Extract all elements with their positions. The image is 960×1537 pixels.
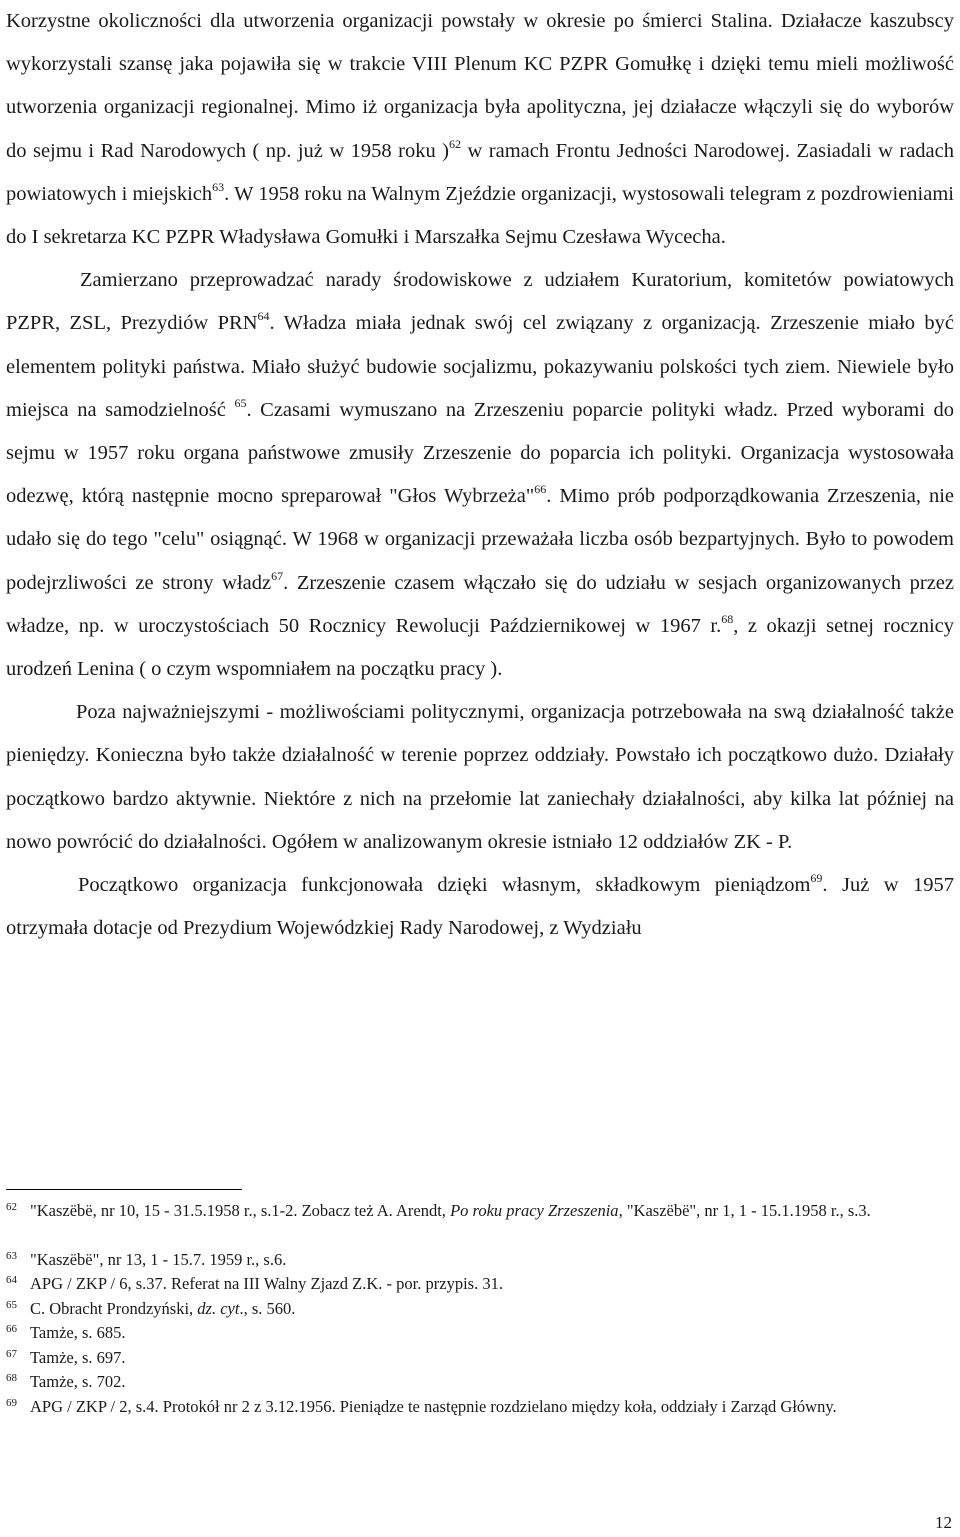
text-run: C. Obracht Prondzyński,	[30, 1298, 198, 1318]
text-run: "Kaszëbë, nr 10, 15 - 31.5.1958 r., s.1-2. Zobacz też A. Arendt,	[30, 1201, 451, 1220]
text-run: , "Kaszëbë", nr 1, 1 - 15.1.1958 r., s.3.	[618, 1201, 871, 1220]
footnote-ref: 65	[234, 395, 247, 410]
text-run: APG / ZKP / 2, s.4. Protokół nr 2 z 3.12.1956. Pieniądze te następnie rozdzielano między koła, oddziały i Zarząd Główny.	[30, 1396, 837, 1416]
footnote: $^{66}$ Tamże, s. 685.	[6, 1323, 126, 1342]
text-run: Tamże, s. 702.	[30, 1372, 126, 1391]
italic-text: Po roku pracy Zrzeszenia	[450, 1201, 619, 1220]
text-run: . Czasami wymuszano na Zrzeszeniu poparcie polityki władz. Przed wyborami do sejmu w 1957 roku organa państwowe zmusiły Zrzeszenie do poparcia ich polityki. Organizacja wystosowała odezwę, którą następnie mocno spreparował "Głos Wybrzeża"	[6, 398, 954, 508]
text-run: ., s. 560.	[239, 1298, 296, 1318]
footnotes	[6, 1199, 946, 1419]
text-run: Korzystne okoliczności dla utworzenia organizacji powstały w okresie po śmierci Stalina. Działacze kaszubscy wykorzystali szansę jaka pojawiła się w trakcie VIII Plenum KC PZPR Gomułkę i dzięki temu mieli możliwość utworzenia organizacji regionalnej. Mimo iż organizacja była apolityczna, jej działacze włączyli się do wyborów do sejmu i Rad Narodowych ( np. już w 1958 roku )	[6, 10, 954, 162]
footnote: $^{64}$ APG / ZKP / 6, s.37. Referat na III Walny Zjazd Z.K. - por. przypis. 31.	[6, 1274, 503, 1293]
body-text	[6, 0, 954, 950]
paragraph	[6, 691, 954, 864]
footnote-separator	[6, 1189, 242, 1190]
footnote-ref: 66	[534, 482, 547, 497]
footnote-ref: 68	[721, 611, 734, 626]
footnote: $^{62}$ "Kaszëbë, nr 10, 15 - 31.5.1958 r., s.1-2. Zobacz też A. Arendt, Po roku pracy Zrzeszenia, "Kaszëbë", nr 1, 1 - 15.1.1958 r., s.3.	[6, 1201, 871, 1220]
page-number: 12	[935, 1513, 952, 1532]
text-run: Tamże, s. 685.	[30, 1323, 126, 1342]
text-run: "Kaszëbë", nr 13, 1 - 15.7. 1959 r., s.6.	[30, 1249, 287, 1269]
footnote-ref: 69	[810, 871, 823, 886]
text-run: . Już w 1957 otrzymała dotacje od Prezydium Wojewódzkiej Rady Narodowej, z Wydziału	[6, 874, 954, 940]
text-run: . Zrzeszenie czasem włączało się do udziału w sesjach organizowanych przez władze, np. w uroczystościach 50 Rocznicy Rewolucji Październikowej w 1967 r.	[6, 571, 954, 637]
text-run: . W 1958 roku na Walnym Zjeździe organizacji, wystosowali telegram z pozdrowieniami do I sekretarza KC PZPR Władysława Gomułki i Marszałka Sejmu Czesława Wycecha.	[6, 182, 954, 249]
text-run: Tamże, s. 697.	[30, 1347, 126, 1367]
text-run: w ramach Frontu Jedności Narodowej. Zasiadali w radach powiatowych i miejskich	[6, 139, 954, 205]
footnote: $^{63}$ "Kaszëbë", nr 13, 1 - 15.7. 1959 r., s.6.	[6, 1249, 287, 1269]
footnote: $^{69}$ APG / ZKP / 2, s.4. Protokół nr 2 z 3.12.1956. Pieniądze te następnie rozdzielano między koła, oddziały i Zarząd Główny.	[6, 1396, 837, 1416]
footnote-ref: 64	[257, 309, 270, 324]
paragraph	[6, 0, 954, 259]
footnote-ref: 62	[449, 136, 462, 151]
footnote: $^{67}$ Tamże, s. 697.	[6, 1347, 126, 1367]
footnote-ref: 63	[212, 179, 225, 194]
text-run: Poza najważniejszymi - możliwościami politycznymi, organizacja potrzebowała na swą działalność także pieniędzy. Konieczna było także działalność w terenie poprzez oddziały. Powstało ich początkowo dużo. Działały początkowo bardzo aktywnie. Niektóre z nich na przełomie lat zaniechały działalności, aby kilka lat później na nowo powrócić do działalności. Ogółem w analizowanym okresie istniało 12 oddziałów ZK - P.	[6, 701, 954, 853]
paragraph	[6, 864, 954, 950]
italic-text: dz. cyt	[197, 1298, 240, 1318]
text-run: . Mimo prób podporządkowania Zrzeszenia, nie udało się do tego "celu" osiągnąć. W 1968 w organizacji przeważała liczba osób bezpartyjnych. Było to powodem podejrzliwości ze strony władz	[6, 485, 955, 594]
footnote: $^{65}$ C. Obracht Prondzyński, dz. cyt., s. 560.	[6, 1298, 296, 1318]
text-run: . Władza miała jednak swój cel związany z organizacją. Zrzeszenie miało być elementem polityki państwa. Miało służyć budowie socjalizmu, pokazywaniu polskości tych ziem. Niewiele było miejsca na samodzielność	[6, 312, 954, 421]
text-run: APG / ZKP / 6, s.37. Referat na III Walny Zjazd Z.K. - por. przypis. 31.	[30, 1274, 503, 1293]
text-run: , z okazji setnej rocznicy urodzeń Lenina ( o czym wspomniałem na początku pracy ).	[6, 614, 955, 681]
footnote: $^{68}$ Tamże, s. 702.	[6, 1372, 126, 1391]
text-run: Początkowo organizacja funkcjonowała dzięki własnym, składkowym pieniądzom	[78, 874, 811, 897]
paragraph	[6, 259, 954, 691]
footnote-ref: 67	[271, 568, 284, 583]
text-run: Zamierzano przeprowadzać narady środowiskowe z udziałem Kuratorium, komitetów powiatowych PZPR, ZSL, Prezydiów PRN	[6, 269, 954, 335]
